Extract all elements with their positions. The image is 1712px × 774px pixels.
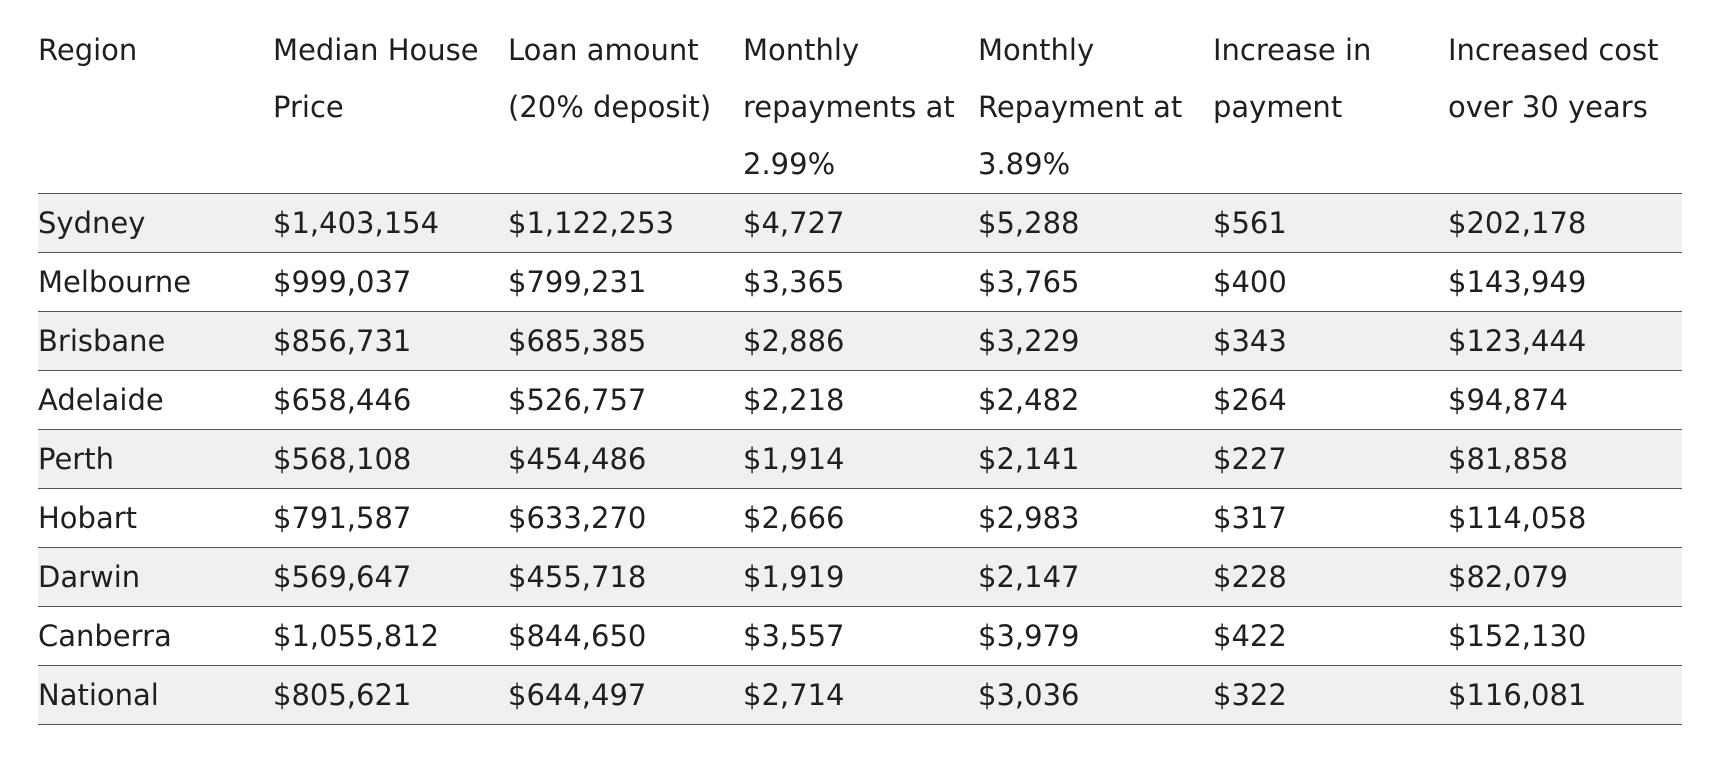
table-cell: $2,218 — [743, 371, 978, 430]
table-row — [38, 666, 1682, 725]
table-cell: $569,647 — [273, 548, 508, 607]
table-cell: $1,403,154 — [273, 194, 508, 253]
column-header-repayments-2-99: Monthly repayments at 2.99% — [743, 22, 978, 194]
table-cell: $526,757 — [508, 371, 743, 430]
table-cell: $658,446 — [273, 371, 508, 430]
table-cell: $94,874 — [1448, 371, 1682, 430]
table-cell: $3,365 — [743, 253, 978, 312]
table-header — [38, 22, 1682, 194]
repayments-table — [38, 22, 1682, 725]
header-row — [38, 22, 1682, 194]
table-cell: $799,231 — [508, 253, 743, 312]
table-cell: $685,385 — [508, 312, 743, 371]
table-cell: $2,983 — [978, 489, 1213, 548]
table-cell: $3,229 — [978, 312, 1213, 371]
table-cell: $644,497 — [508, 666, 743, 725]
column-header-region: Region — [38, 22, 273, 194]
region-cell: Brisbane — [38, 312, 273, 371]
table-cell: $227 — [1213, 430, 1448, 489]
table-cell: $322 — [1213, 666, 1448, 725]
table-row — [38, 548, 1682, 607]
table-cell: $454,486 — [508, 430, 743, 489]
table-cell: $264 — [1213, 371, 1448, 430]
region-cell: Sydney — [38, 194, 273, 253]
table-cell: $2,666 — [743, 489, 978, 548]
table-cell: $999,037 — [273, 253, 508, 312]
table-row — [38, 371, 1682, 430]
table-row — [38, 489, 1682, 548]
table-container — [38, 22, 1682, 725]
table-cell: $856,731 — [273, 312, 508, 371]
table-cell: $4,727 — [743, 194, 978, 253]
table-cell: $791,587 — [273, 489, 508, 548]
column-header-median-house-price: Median House Price — [273, 22, 508, 194]
table-row — [38, 607, 1682, 666]
table-cell: $3,765 — [978, 253, 1213, 312]
table-cell: $633,270 — [508, 489, 743, 548]
table-cell: $455,718 — [508, 548, 743, 607]
table-cell: $2,886 — [743, 312, 978, 371]
table-cell: $202,178 — [1448, 194, 1682, 253]
region-cell: Adelaide — [38, 371, 273, 430]
region-cell: Perth — [38, 430, 273, 489]
table-cell: $152,130 — [1448, 607, 1682, 666]
table-row — [38, 430, 1682, 489]
table-cell: $317 — [1213, 489, 1448, 548]
table-cell: $2,482 — [978, 371, 1213, 430]
table-cell: $844,650 — [508, 607, 743, 666]
table-cell: $805,621 — [273, 666, 508, 725]
table-cell: $1,914 — [743, 430, 978, 489]
table-cell: $568,108 — [273, 430, 508, 489]
table-cell: $561 — [1213, 194, 1448, 253]
table-cell: $81,858 — [1448, 430, 1682, 489]
table-cell: $2,147 — [978, 548, 1213, 607]
table-cell: $3,036 — [978, 666, 1213, 725]
region-cell: Darwin — [38, 548, 273, 607]
table-cell: $3,979 — [978, 607, 1213, 666]
table-body — [38, 194, 1682, 725]
table-cell: $1,122,253 — [508, 194, 743, 253]
table-cell: $82,079 — [1448, 548, 1682, 607]
table-cell: $143,949 — [1448, 253, 1682, 312]
column-header-loan-amount: Loan amount (20% deposit) — [508, 22, 743, 194]
table-cell: $422 — [1213, 607, 1448, 666]
region-cell: Hobart — [38, 489, 273, 548]
table-row — [38, 312, 1682, 371]
table-cell: $343 — [1213, 312, 1448, 371]
table-cell: $3,557 — [743, 607, 978, 666]
table-cell: $2,714 — [743, 666, 978, 725]
table-cell: $1,055,812 — [273, 607, 508, 666]
table-row — [38, 194, 1682, 253]
table-cell: $116,081 — [1448, 666, 1682, 725]
region-cell: Canberra — [38, 607, 273, 666]
column-header-repayment-3-89: Monthly Repayment at 3.89% — [978, 22, 1213, 194]
table-cell: $400 — [1213, 253, 1448, 312]
table-cell: $5,288 — [978, 194, 1213, 253]
table-cell: $123,444 — [1448, 312, 1682, 371]
table-cell: $1,919 — [743, 548, 978, 607]
table-row — [38, 253, 1682, 312]
table-cell: $2,141 — [978, 430, 1213, 489]
region-cell: Melbourne — [38, 253, 273, 312]
column-header-increased-cost: Increased cost over 30 years — [1448, 22, 1682, 194]
table-cell: $114,058 — [1448, 489, 1682, 548]
region-cell: National — [38, 666, 273, 725]
column-header-increase-in-payment: Increase in payment — [1213, 22, 1448, 194]
table-cell: $228 — [1213, 548, 1448, 607]
